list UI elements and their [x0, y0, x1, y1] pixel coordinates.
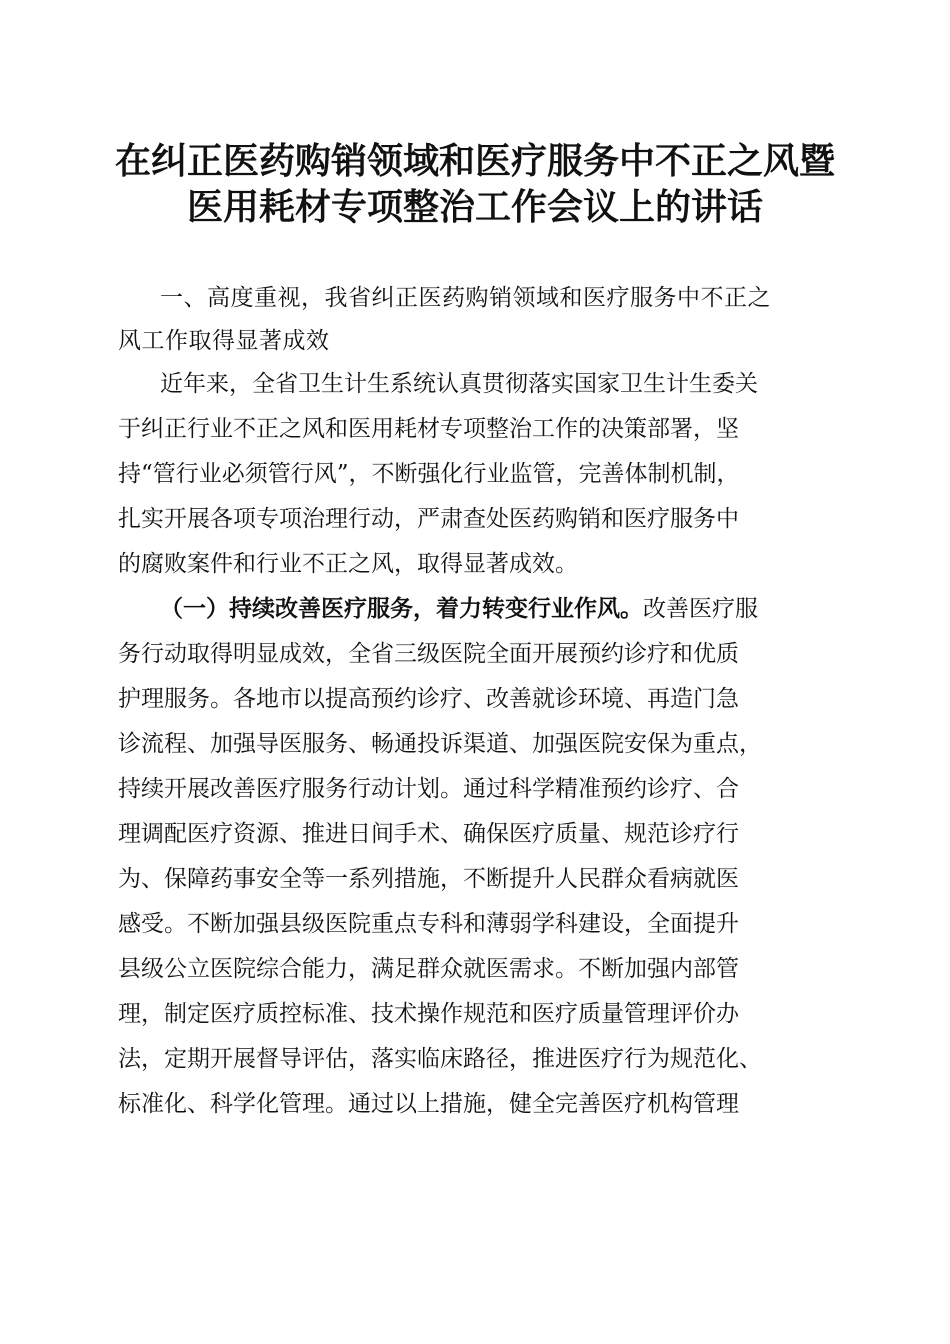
paragraph-line: 近年来，全省卫生计生系统认真贯彻落实国家卫生计生委关	[160, 371, 758, 397]
document-title-line-1: 在纠正医药购销领域和医疗服务中不正之风暨	[114, 140, 835, 182]
paragraph-line: 理，制定医疗质控标准、技术操作规范和医疗质量管理评价办	[118, 1001, 739, 1027]
paragraph-line: 县级公立医院综合能力，满足群众就医需求。不断加强内部管	[118, 956, 739, 982]
paragraph-text: 改善医疗服	[643, 596, 758, 622]
section-heading-line-2: 风工作取得显著成效	[118, 328, 330, 354]
subsection-first-line	[160, 593, 758, 625]
paragraph-line: 的腐败案件和行业不正之风，取得显著成效。	[118, 551, 578, 577]
paragraph-line: 法，定期开展督导评估，落实临床路径，推进医疗行为规范化、	[118, 1046, 762, 1072]
paragraph-line: 诊流程、加强导医服务、畅通投诉渠道、加强医院安保为重点，	[118, 731, 762, 757]
document-title-line-2: 医用耗材专项整治工作会议上的讲话	[186, 186, 763, 228]
section-heading-line-1: 一、高度重视，我省纠正医药购销领域和医疗服务中不正之	[160, 285, 771, 311]
paragraph-line: 护理服务。各地市以提高预约诊疗、改善就诊环境、再造门急	[118, 686, 739, 712]
paragraph-line: 务行动取得明显成效，全省三级医院全面开展预约诊疗和优质	[118, 641, 739, 667]
paragraph-line: 为、保障药事安全等一系列措施，不断提升人民群众看病就医	[118, 866, 739, 892]
paragraph-line: 持续开展改善医疗服务行动计划。通过科学精准预约诊疗、合	[118, 776, 739, 802]
paragraph-line: 感受。不断加强县级医院重点专科和薄弱学科建设，全面提升	[118, 911, 739, 937]
subsection-heading: （一）持续改善医疗服务，着力转变行业作风。	[160, 595, 643, 622]
paragraph-line: 理调配医疗资源、推进日间手术、确保医疗质量、规范诊疗行	[118, 821, 739, 847]
paragraph-line: 扎实开展各项专项治理行动，严肃查处医药购销和医疗服务中	[118, 506, 739, 532]
paragraph-line: 标准化、科学化管理。通过以上措施，健全完善医疗机构管理	[118, 1091, 739, 1117]
paragraph-line: 持“管行业必须管行风”，不断强化行业监管，完善体制机制，	[118, 461, 740, 487]
paragraph-line: 于纠正行业不正之风和医用耗材专项整治工作的决策部署，坚	[118, 416, 739, 442]
